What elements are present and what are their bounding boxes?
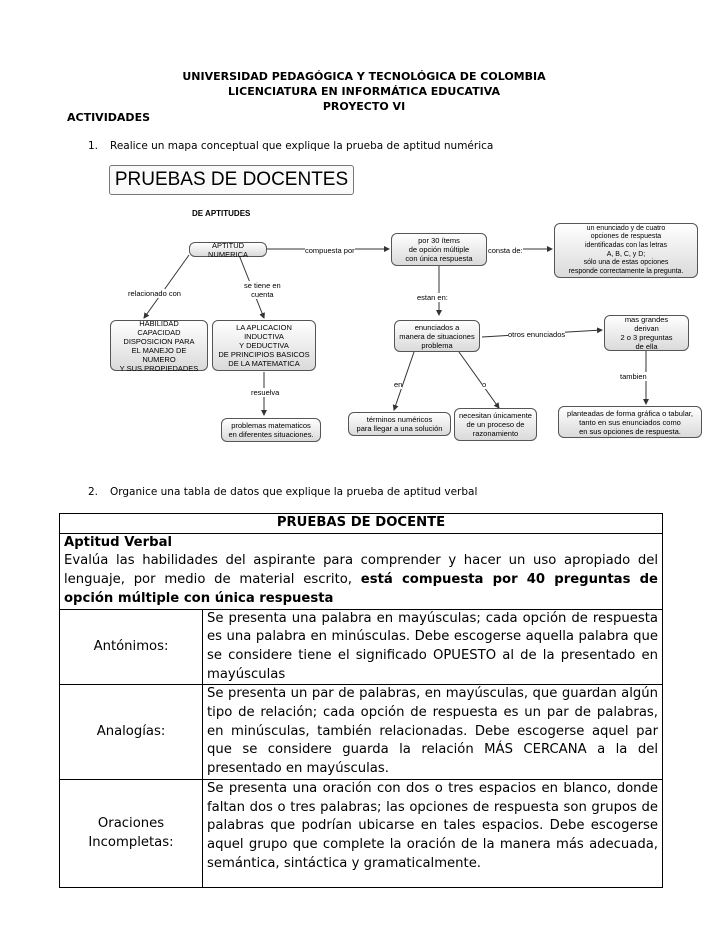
activities-heading: ACTIVIDADES bbox=[67, 111, 150, 124]
row-description: Se presenta una oración con dos o tres espacios en blanco, donde faltan dos o tres palabras; las opciones de respuesta son grupos de palabras que podrían ubicarse en tales espacios. Debe escogerse aquel grupo que complete la oración de la manera más adecuada, semántica, sintáctica y gramaticalmente. bbox=[203, 779, 663, 888]
item-2-text: Organice una tabla de datos que explique la prueba de aptitud verbal bbox=[110, 486, 478, 498]
table-intro bbox=[60, 533, 663, 609]
table-row bbox=[60, 779, 663, 888]
section-title: Aptitud Verbal bbox=[64, 534, 172, 550]
map-title: PRUEBAS DE DOCENTES bbox=[109, 165, 354, 195]
node-necesitan: necesitan únicamente de un proceso de razonamiento bbox=[454, 408, 537, 441]
node-enunciados-manera: enunciados a manera de situaciones problema bbox=[394, 320, 480, 352]
node-problemas: problemas matematicos en diferentes situaciones. bbox=[221, 418, 321, 442]
node-enunciado-opciones: un enunciado y de cuatro opciones de respuesta identificadas con las letras A, B, C, y D; sólo una de estas opciones responde correctamente la pregunta. bbox=[554, 223, 698, 278]
row-description: Se presenta un par de palabras, en mayúsculas, que guardan algún tipo de relación; cada opción de respuesta es un par de palabras, en minúsculas, también relacionadas. Debe escogerse aquel par que se considere guarda la relación MÁS CERCANA a la del presentado en mayúsculas. bbox=[203, 685, 663, 780]
table-row bbox=[60, 609, 663, 685]
item-1-number: 1. bbox=[88, 140, 99, 152]
row-term: Analogías: bbox=[60, 685, 203, 780]
program-name: LICENCIATURA EN INFORMÁTICA EDUCATIVA bbox=[228, 85, 500, 98]
row-description: Se presenta una palabra en mayúsculas; cada opción de respuesta es una palabra en minúsculas. Debe escogerse aquella palabra que se considere tiene el significado OPUESTO al de la presentado en mayúsculas bbox=[203, 609, 663, 685]
row-term: Oraciones Incompletas: bbox=[60, 779, 203, 888]
label-en: en bbox=[394, 380, 403, 389]
label-resuelva: resuelva bbox=[251, 388, 280, 397]
label-consta-de: consta de: bbox=[488, 246, 523, 255]
node-habilidad: HABILIDAD CAPACIDAD DISPOSICION PARA EL MANEJO DE NUMERO Y SUS PROPIEDADES bbox=[110, 320, 208, 371]
label-se-tiene-en-cuenta: se tiene en cuenta bbox=[244, 281, 281, 299]
node-planteadas: planteadas de forma gráfica o tabular, tanto en sus enunciados como en sus opciones de respuesta. bbox=[558, 406, 702, 438]
item-2-number: 2. bbox=[88, 486, 99, 498]
project-name: PROYECTO VI bbox=[322, 100, 406, 113]
label-tambien: tambien bbox=[620, 372, 647, 381]
label-estan-en: estan en: bbox=[417, 293, 448, 302]
node-30-items: por 30 ítems de opción múltiple con única respuesta bbox=[391, 233, 487, 266]
node-mas-grandes: mas grandes derivan 2 o 3 preguntas de ella bbox=[604, 315, 689, 351]
label-relacionado-con: relacionado con bbox=[128, 289, 181, 298]
table-title: PRUEBAS DE DOCENTE bbox=[60, 514, 663, 534]
label-de-aptitudes: DE APTITUDES bbox=[192, 209, 251, 218]
table-intro-row bbox=[60, 533, 663, 609]
label-otros-enunciados: otros enunciados bbox=[508, 330, 566, 339]
item-1-text: Realice un mapa conceptual que explique la prueba de aptitud numérica bbox=[110, 140, 494, 152]
label-compuesta-por: compuesta por bbox=[305, 246, 355, 255]
intro-text: Evalúa las habilidades del aspirante para comprender y hacer un uso apropiado del lenguaje, por medio de material escrito, bbox=[64, 553, 658, 588]
verbal-aptitude-table bbox=[59, 513, 663, 888]
label-o: o bbox=[482, 380, 487, 389]
concept-map bbox=[104, 160, 710, 456]
table-row bbox=[60, 685, 663, 780]
table-title-row bbox=[60, 514, 663, 534]
node-aplicacion: LA APLICACION INDUCTIVA Y DEDUCTIVA DE PRINCIPIOS BASICOS DE LA MATEMATICA bbox=[212, 320, 316, 371]
university-name: UNIVERSIDAD PEDAGÓGICA Y TECNOLÓGICA DE COLOMBIA bbox=[182, 70, 546, 83]
node-aptitud-numerica: APTITUD NUMERICA bbox=[189, 242, 267, 257]
node-terminos: términos numéricos para llegar a una solución bbox=[348, 412, 451, 436]
intro-bold-text: está compuesta por 40 preguntas de opción múltiple con única respuesta bbox=[64, 572, 658, 606]
row-term: Antónimos: bbox=[60, 609, 203, 685]
